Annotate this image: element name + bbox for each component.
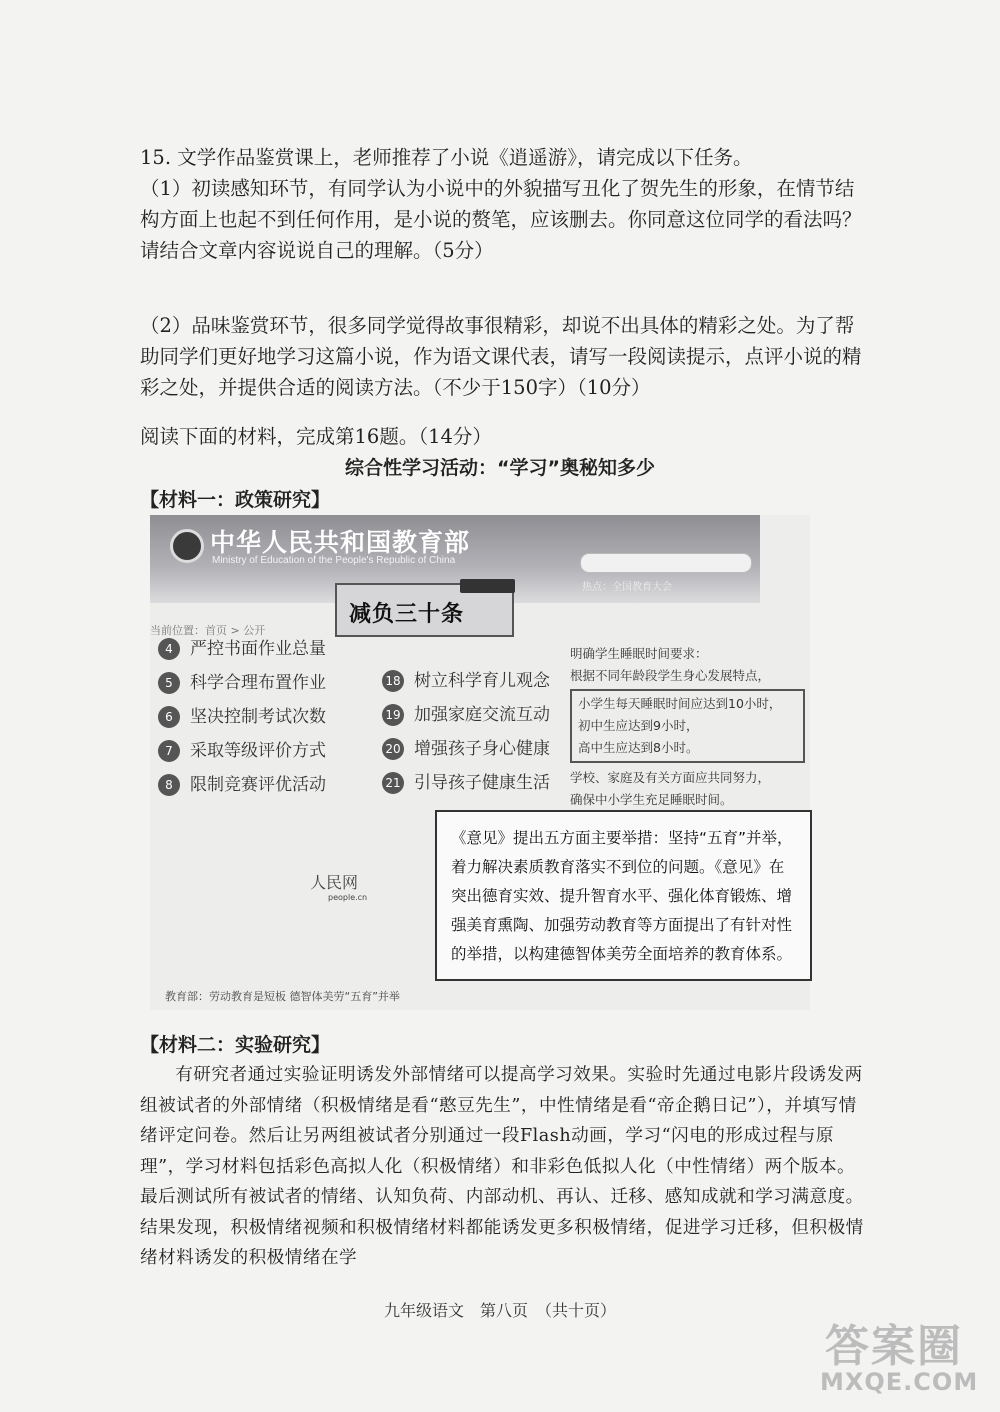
material2-heading: 【材料二：实验研究】: [140, 1034, 331, 1056]
number-badge: 20: [382, 738, 404, 760]
list-item-text: 增强孩子身心健康: [414, 739, 550, 759]
card-tag: [460, 579, 515, 593]
watermark-text: 答案圈: [825, 1321, 963, 1372]
list-item: [382, 732, 550, 766]
list-item-text: 科学合理布置作业: [190, 673, 326, 693]
list-item: [158, 768, 326, 802]
list-item: [158, 700, 326, 734]
logo-text: 人民网: [310, 873, 359, 892]
material2-body: 有研究者通过实验证明诱发外部情绪可以提高学习效果。实验时先通过电影片段诱发两组被试者的外部情绪（积极情绪是看“憨豆先生”，中性情绪是看“帝企鹅日记”），并填写情绪评定问卷。然后让另两组被试者分别通过一段Flash动画，学习“闪电的形成过程与原理”，学习材料包括彩色高拟人化（积极情绪）和非彩色低拟人化（中性情绪）两个版本。最后测试所有被试者的情绪、认知负荷、内部动机、再认、迁移、感知成就和学习满意度。结果发现，积极情绪视频和积极情绪材料都能诱发更多积极情绪，促进学习迁移，但积极情绪材料诱发的积极情绪在学: [140, 1065, 864, 1268]
list-item-text: 树立科学育儿观念: [414, 671, 550, 691]
breadcrumb: 当前位置：首页 > 公开: [150, 624, 266, 637]
opinion-box: [435, 810, 812, 981]
sleep-primary: 小学生每天睡眠时间应达到10小时，: [578, 696, 782, 711]
sleep-hours-box: [570, 689, 805, 763]
search-box: [580, 553, 752, 573]
photo-caption: 教育部：劳动教育是短板 德智体美劳“五育”并举: [165, 990, 400, 1003]
policy-photo: [150, 515, 810, 1010]
activity-title: 综合性学习活动：“学习”奥秘知多少: [345, 457, 655, 479]
banner-title: 中华人民共和国教育部: [210, 528, 471, 557]
question-15-part1: （1）初读感知环节，有同学认为小说中的外貌描写丑化了贺先生的形象，在情节结构方面上也起不到任何作用，是小说的赘笔，应该删去。你同意这位同学的看法吗？请结合文章内容说说自己的理解。（5分）: [140, 177, 862, 262]
list-item-text: 限制竞赛评优活动: [190, 775, 326, 795]
sleep-requirements: [570, 643, 805, 811]
list-item: [382, 766, 550, 800]
number-badge: 8: [158, 774, 180, 796]
banner-subtitle: Ministry of Education of the People's Republic of China: [212, 555, 456, 566]
watermark-url: MXQE.COM: [820, 1368, 979, 1396]
number-badge: 7: [158, 740, 180, 762]
page-footer: 九年级语文 第八页 （共十页）: [383, 1301, 616, 1320]
list-item-text: 严控书面作业总量: [190, 639, 326, 659]
list-item-text: 引导孩子健康生活: [414, 773, 550, 793]
watermark-logo: [820, 1310, 990, 1400]
sleep-outro-2: 确保中小学生充足睡眠时间。: [570, 792, 733, 807]
policy-title-card: [335, 583, 514, 637]
list-item: [158, 734, 326, 768]
sleep-intro: 根据不同年龄段学生身心发展特点，: [570, 668, 771, 683]
list-item: [158, 666, 326, 700]
material1-heading: 【材料一：政策研究】: [140, 489, 331, 511]
number-badge: 6: [158, 706, 180, 728]
list-item-text: 坚决控制考试次数: [190, 707, 326, 727]
sleep-title: 明确学生睡眠时间要求：: [570, 646, 708, 661]
people-cn-logo: [310, 870, 367, 902]
number-badge: 5: [158, 672, 180, 694]
number-badge: 21: [382, 772, 404, 794]
search-hint: 热点：全国教育大会: [582, 582, 672, 593]
list-item: [158, 632, 326, 666]
number-badge: 4: [158, 638, 180, 660]
rule-list-right: [382, 664, 550, 800]
list-item-text: 采取等级评价方式: [190, 741, 326, 761]
sleep-outro-1: 学校、家庭及有关方面应共同努力，: [570, 770, 771, 785]
policy-title: 减负三十条: [349, 602, 465, 627]
national-emblem-icon: [170, 529, 204, 563]
opinion-text: 《意见》提出五方面主要举措：坚持“五育”并举，着力解决素质教育落实不到位的问题。《意见》在突出德育实效、提升智育水平、强化体育锻炼、增强美育熏陶、加强劳动教育等方面提出了有针对性的举措，以构建德智体美劳全面培养的教育体系。: [451, 829, 793, 963]
logo-sub: people.cn: [328, 893, 368, 902]
rule-list-left: [158, 632, 326, 802]
list-item: [382, 698, 550, 732]
reading-intro: 阅读下面的材料，完成第16题。（14分）: [140, 425, 492, 448]
number-badge: 18: [382, 670, 404, 692]
list-item: [382, 664, 550, 698]
number-badge: 19: [382, 704, 404, 726]
sleep-senior: 高中生应达到8小时。: [578, 740, 699, 755]
sleep-junior: 初中生应达到9小时，: [578, 718, 699, 733]
question-15-part2: （2）品味鉴赏环节，很多同学觉得故事很精彩，却说不出具体的精彩之处。为了帮助同学们更好地学习这篇小说，作为语文课代表，请写一段阅读提示，点评小说的精彩之处，并提供合适的阅读方法。（不少于150字）（10分）: [140, 314, 862, 399]
question-15-stem: 15. 文学作品鉴赏课上，老师推荐了小说《逍遥游》，请完成以下任务。: [140, 146, 753, 169]
list-item-text: 加强家庭交流互动: [414, 705, 550, 725]
